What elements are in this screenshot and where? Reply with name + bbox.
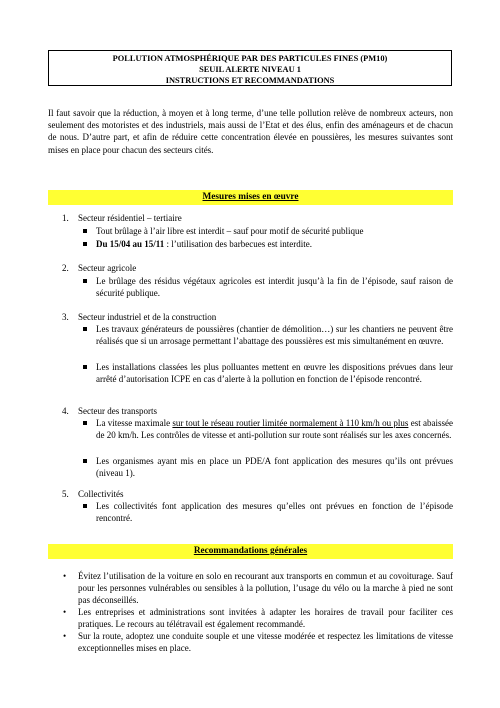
section-1-bullet-2: Du 15/04 au 15/11 : l’utilisation des barbecues est interdite. xyxy=(96,238,453,250)
section-3-bullet-1: Les travaux générateurs de poussières (chantier de démolition…) sur les chantiers ne peuvent être réalisés que si un arrosage permettant l’abattage des poussières est mis simultanément en œuvre. xyxy=(96,323,453,347)
square-bullet-icon xyxy=(83,242,87,246)
section-4-title: 4. Secteur des transports xyxy=(62,406,157,416)
square-bullet-icon xyxy=(83,229,87,233)
section-4-bullet-2: Les organismes ayant mis en place un PDE/A font application des mesures qu’ils ont prévues (niveau 1). xyxy=(96,455,453,479)
recommendation-1: • Évitez l’utilisation de la voiture en solo en recourant aux transports en commun et au covoiturage. Sauf pour les personnes vulnérables ou sensibles à la pollution, l’usage du vélo ou la marche à pied ne sont pas déconseillés. xyxy=(63,571,453,606)
section-2-bullet-1: Le brûlage des résidus végétaux agricoles est interdit jusqu’à la fin de l’épisode, sauf raison de sécurité publique. xyxy=(96,275,453,299)
section-3-bullet-2: Les installations classées les plus polluantes mettent en œuvre les dispositions prévues dans leur arrêté d’autorisation ICPE en cas d’alerte à la pollution en fonction de l’épisode rencontré. xyxy=(96,361,453,385)
bullet-dot-icon: • xyxy=(63,607,67,617)
section-4-bullet-1: La vitesse maximale sur tout le réseau routier limitée normalement à 110 km/h ou plus est abaissée de 20 km/h. Les contrôles de vitesse et anti-pollution sur route sont réalisés sur les axes concernés. xyxy=(96,417,453,441)
recommendations-heading xyxy=(48,544,453,559)
square-bullet-icon xyxy=(83,327,87,331)
square-bullet-icon xyxy=(83,365,87,369)
section-3-title: 3. Secteur industriel et de la construction xyxy=(62,312,217,322)
title-line-3: INSTRUCTIONS ET RECOMMANDATIONS xyxy=(165,76,335,85)
title-line-1: POLLUTION ATMOSPHÉRIQUE PAR DES PARTICULES FINES (PM10) xyxy=(112,54,388,63)
measures-heading xyxy=(48,190,453,205)
section-1-bullet-1: Tout brûlage à l’air libre est interdit – sauf pour motif de sécurité publique xyxy=(96,225,453,237)
section-1-title: 1. Secteur résidentiel – tertiaire xyxy=(62,213,182,223)
bullet-dot-icon: • xyxy=(63,631,67,641)
recommendations-heading-text: Recommandations générales xyxy=(193,546,308,556)
section-2-title: 2. Secteur agricole xyxy=(62,263,137,273)
square-bullet-icon xyxy=(83,459,87,463)
square-bullet-icon xyxy=(83,421,87,425)
recommendation-3: • Sur la route, adoptez une conduite souple et une vitesse modérée et respectez les limitations de vitesse exceptionnelles mises en place. xyxy=(63,631,453,654)
square-bullet-icon xyxy=(83,279,87,283)
square-bullet-icon xyxy=(83,504,87,508)
bullet-dot-icon: • xyxy=(63,571,67,581)
recommendation-2: • Les entreprises et administrations sont invitées à adapter les horaires de travail pour faciliter ces pratiques. Le recours au télétravail est également recommandé. xyxy=(63,607,453,630)
section-5-bullet-1: Les collectivités font application des mesures qu’elles ont prévues en fonction de l’épisode rencontré. xyxy=(96,500,453,524)
document-title-box xyxy=(48,50,452,86)
title-line-2: SEUIL ALERTE NIVEAU 1 xyxy=(199,65,301,74)
intro-paragraph: Il faut savoir que la réduction, à moyen et à long terme, d’une telle pollution relève de nombreux acteurs, non seulement des motoristes et des industriels, mais aussi de l’Etat et des élus, enfin des aménageurs et de chacun de nous. D’autre part, et afin de réduire cette concentration élevée en poussières, les mesures suivantes sont mises en place pour chacun des secteurs cités. xyxy=(48,108,453,155)
measures-heading-text: Mesures mises en œuvre xyxy=(202,192,299,202)
section-5-title: 5. Collectivités xyxy=(62,489,124,499)
